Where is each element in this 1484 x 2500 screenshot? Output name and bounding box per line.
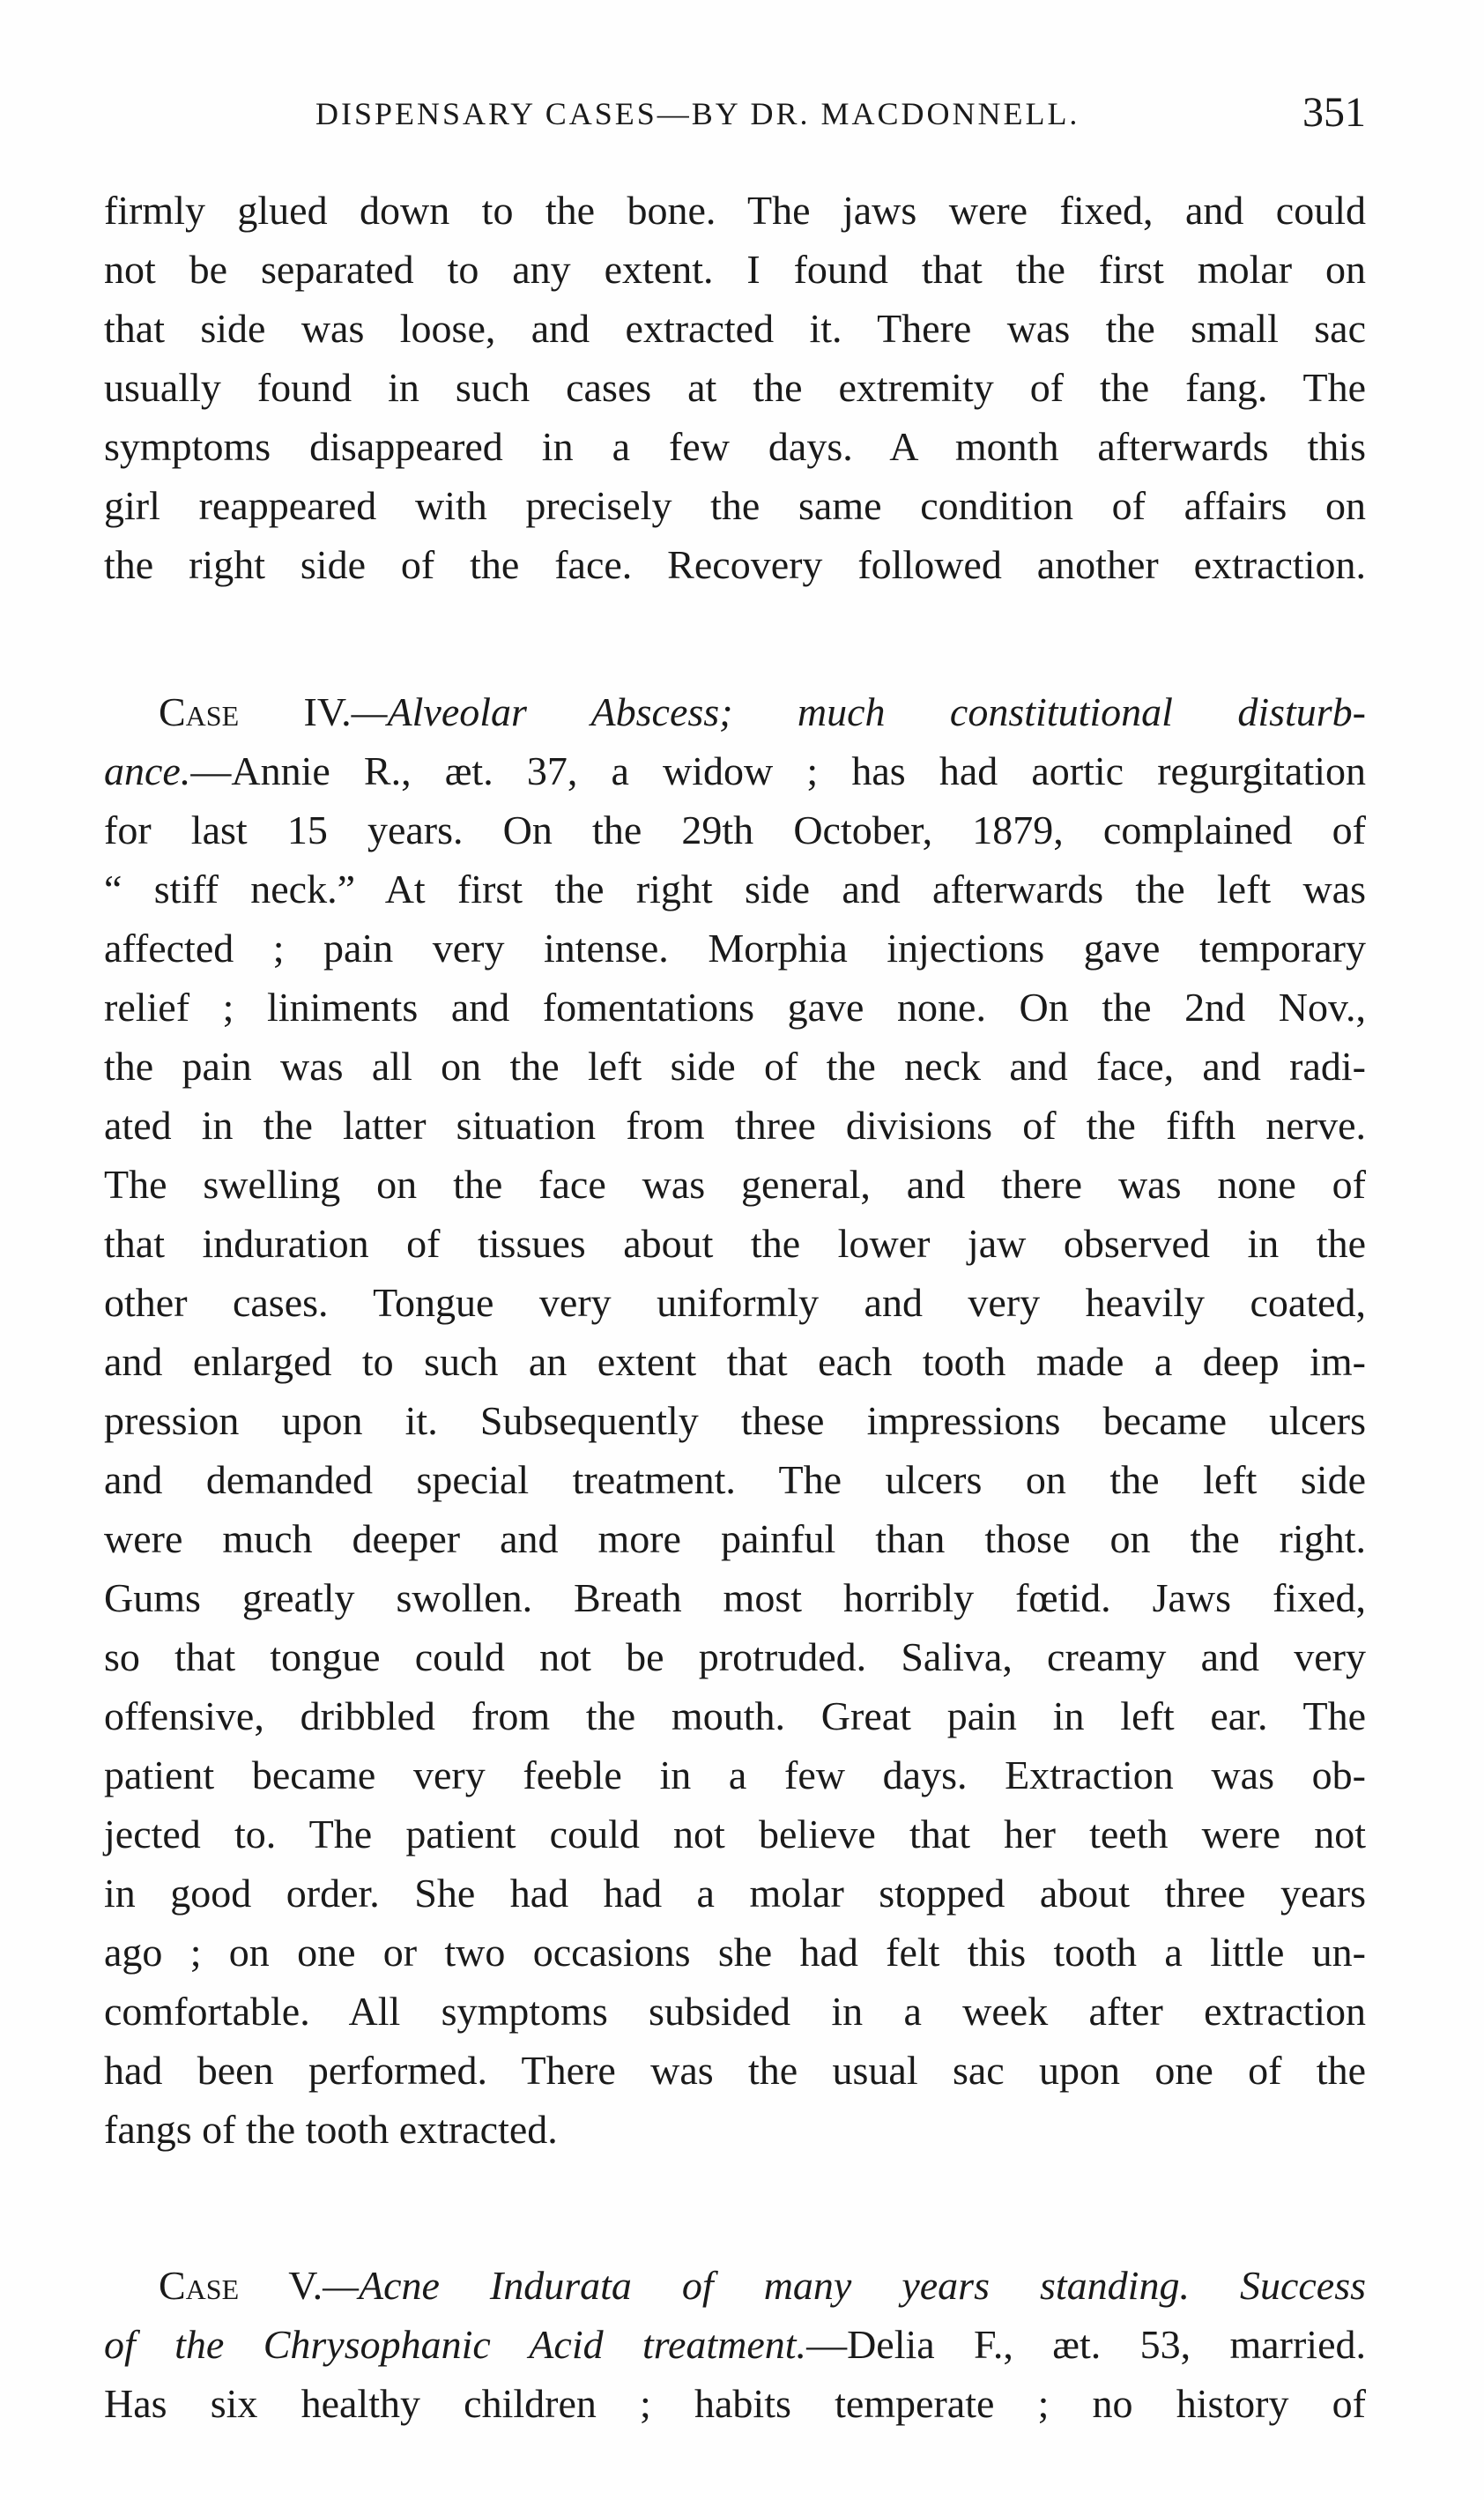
text-line: “ stiff neck.” At first the right side and afterwards the left was xyxy=(104,867,1366,911)
case-iv-patient-intro: —Annie R., æt. 37, a widow ; has had aortic regurgitation xyxy=(190,748,1366,793)
text-line: ago ; on one or two occasions she had felt this tooth a little un- xyxy=(104,1930,1366,1975)
text-line: Gums greatly swollen. Breath most horribly fœtid. Jaws fixed, xyxy=(104,1575,1366,1620)
text-line: for last 15 years. On the 29th October, 1879, complained of xyxy=(104,807,1366,852)
text-line: usually found in such cases at the extremity of the fang. The xyxy=(104,365,1366,410)
text-line: so that tongue could not be protruded. Saliva, creamy and very xyxy=(104,1634,1366,1679)
text-line: jected to. The patient could not believe that her teeth were not xyxy=(104,1812,1366,1856)
text-line: were much deeper and more painful than those on the right. xyxy=(104,1516,1366,1561)
text-line: affected ; pain very intense. Morphia injections gave temporary xyxy=(104,926,1366,971)
text-line: relief ; liniments and fomentations gave none. On the 2nd Nov., xyxy=(104,985,1366,1030)
text-line: the right side of the face. Recovery followed another extraction. xyxy=(104,542,1366,587)
text-line: girl reappeared with precisely the same condition of affairs on xyxy=(104,483,1366,528)
paragraph-continuation xyxy=(104,181,1366,594)
text-line: not be separated to any extent. I found that the first molar on xyxy=(104,247,1366,292)
page-number: 351 xyxy=(1302,89,1366,136)
case-v-patient-intro: —Delia F., æt. 53, married. xyxy=(806,2322,1366,2367)
text-line: other cases. Tongue very uniformly and very heavily coated, xyxy=(104,1280,1366,1325)
paragraph-gap xyxy=(104,2159,1366,2256)
case-iv-label: Case IV. xyxy=(159,689,352,734)
case-iv-title-end: ance. xyxy=(104,748,191,793)
text-line: that induration of tissues about the lower jaw observed in the xyxy=(104,1221,1366,1266)
running-head xyxy=(104,88,1366,141)
text-line: the pain was all on the left side of the neck and face, and radi- xyxy=(104,1044,1366,1089)
case-iv-heading-line xyxy=(104,682,1366,741)
text-line: patient became very feeble in a few days. Extraction was ob- xyxy=(104,1752,1366,1797)
text-line: had been performed. There was the usual sac upon one of the xyxy=(104,2048,1366,2093)
text-line: ated in the latter situation from three divisions of the fifth nerve. xyxy=(104,1103,1366,1148)
text-line: in good order. She had had a molar stopped about three years xyxy=(104,1871,1366,1916)
text-line: symptoms disappeared in a few days. A month afterwards this xyxy=(104,424,1366,469)
text-line xyxy=(104,2315,1366,2374)
text-line: Has six healthy children ; habits temperate ; no history of xyxy=(104,2381,1366,2426)
case-iv-title: —Alveolar Abscess; much constitutional disturb- xyxy=(351,689,1366,734)
case-iv-paragraph xyxy=(104,682,1366,2159)
case-v-label: Case V. xyxy=(159,2263,323,2308)
text-line: and demanded special treatment. The ulcers on the left side xyxy=(104,1457,1366,1502)
text-line: offensive, dribbled from the mouth. Great pain in left ear. The xyxy=(104,1693,1366,1738)
running-title: DISPENSARY CASES—BY DR. MACDONNELL. xyxy=(315,96,1080,131)
case-v-paragraph xyxy=(104,2256,1366,2433)
text-line xyxy=(104,741,1366,800)
text-line: comfortable. All symptoms subsided in a week after extraction xyxy=(104,1989,1366,2034)
text-line: firmly glued down to the bone. The jaws were fixed, and could xyxy=(104,188,1366,233)
text-line: that side was loose, and extracted it. There was the small sac xyxy=(104,306,1366,351)
text-line: pression upon it. Subsequently these impressions became ulcers xyxy=(104,1398,1366,1443)
paragraph-gap xyxy=(104,594,1366,682)
case-v-title-end: of the Chrysophanic Acid treatment. xyxy=(104,2322,807,2367)
text-line: The swelling on the face was general, and there was none of xyxy=(104,1162,1366,1207)
text-line: and enlarged to such an extent that each tooth made a deep im- xyxy=(104,1339,1366,1384)
case-v-heading-line xyxy=(104,2256,1366,2315)
case-v-title: —Acne Indurata of many years standing. Success xyxy=(323,2263,1366,2308)
text-line: fangs of the tooth extracted. xyxy=(104,2107,558,2152)
body-text xyxy=(104,181,1366,2433)
